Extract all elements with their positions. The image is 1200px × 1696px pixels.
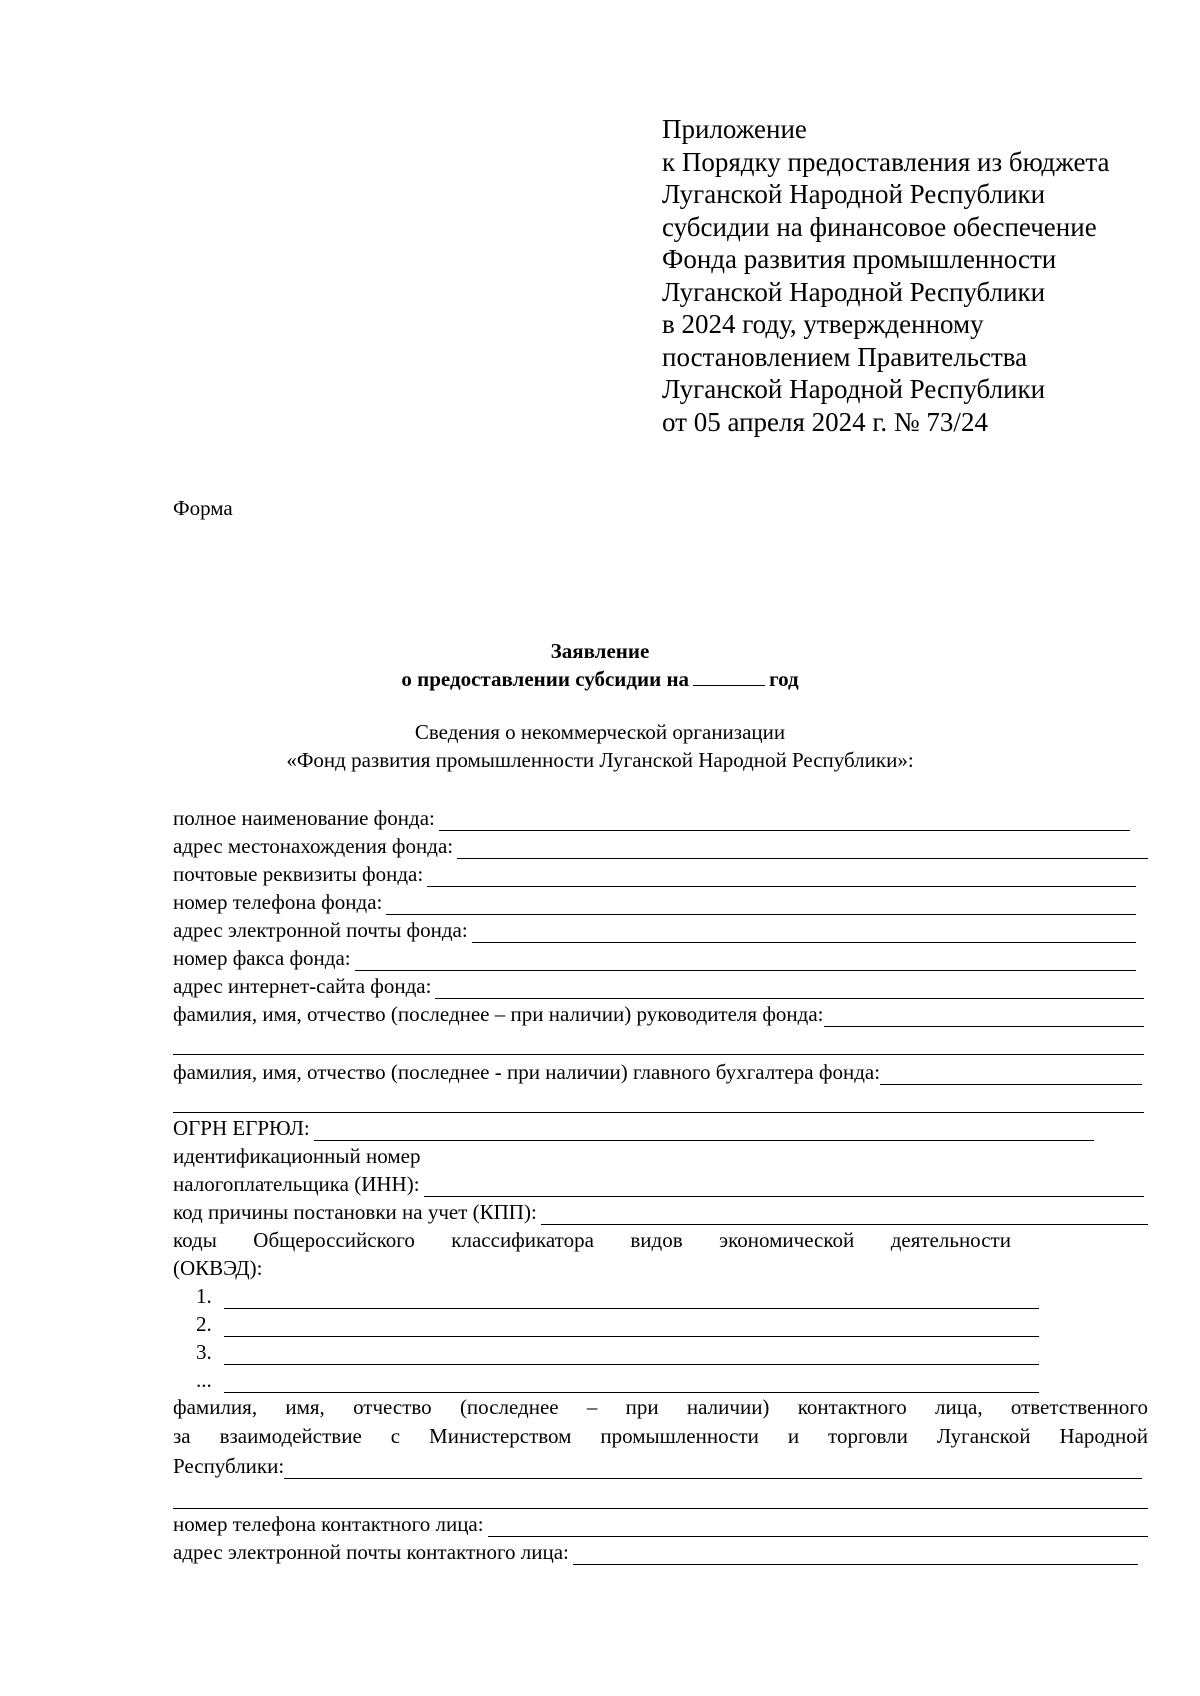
okved-word: деятельности [890, 1228, 1011, 1252]
field-label: адрес электронной почты контактного лица: [173, 1540, 569, 1564]
okved-item-more [173, 1365, 1148, 1393]
okved-word: видов [630, 1228, 683, 1252]
appendix-block [662, 113, 1182, 438]
kpp-blank[interactable] [541, 1204, 1148, 1225]
okved-item-blank[interactable] [224, 1316, 1039, 1337]
okved-item-2 [173, 1309, 1148, 1337]
field-label: ОГРН ЕГРЮЛ: [173, 1116, 310, 1140]
field-ogrn [173, 1113, 1148, 1141]
appendix-line: Приложение [662, 114, 807, 144]
field-okved-label [173, 1225, 1011, 1253]
field-label: налогоплательщика (ИНН): [173, 1172, 420, 1196]
okved-item-number: 1. [196, 1284, 212, 1308]
year-blank[interactable] [693, 665, 765, 686]
field-label: фамилия, имя, отчество (последнее - при наличии) главного бухгалтера фонда: [173, 1060, 881, 1084]
okved-word: классификатора [451, 1228, 594, 1252]
okved-item-blank[interactable] [224, 1344, 1039, 1365]
okved-item-3 [173, 1337, 1148, 1365]
field-label: Республики: [173, 1454, 285, 1478]
field-label: фамилия, имя, отчество (последнее – при наличии) руководителя фонда: [173, 1002, 824, 1026]
contact-label-line-2: за взаимодействие с Министерством промышленности и торговли Луганской Народной [173, 1424, 1148, 1448]
field-accountant-name-continued [173, 1085, 1148, 1113]
accountant-name-blank[interactable] [880, 1064, 1142, 1085]
appendix-line: постановлением Правительства [662, 341, 1028, 372]
postal-blank[interactable] [427, 866, 1136, 887]
section-heading-line-2: «Фонд развития промышленности Луганской Народной Республики»: [286, 748, 914, 772]
field-accountant-name [173, 1055, 1148, 1085]
okved-item-blank[interactable] [224, 1288, 1039, 1309]
contact-phone-blank[interactable] [488, 1516, 1148, 1537]
field-contact-phone [173, 1509, 1148, 1537]
field-website [173, 971, 1148, 999]
field-inn [173, 1169, 1148, 1197]
field-label: (ОКВЭД): [173, 1256, 263, 1280]
okved-word: коды [173, 1228, 217, 1252]
field-okved-label-2 [173, 1253, 1148, 1281]
appendix-line: в 2024 году, утвержденному [662, 309, 984, 339]
contact-email-blank[interactable] [573, 1544, 1138, 1565]
field-label: номер факса фонда: [173, 946, 351, 970]
field-label: номер телефона фонда: [173, 890, 383, 914]
appendix-line: Фонда развития промышленности [662, 244, 1057, 274]
title-line-1: Заявление [550, 639, 650, 663]
field-fax [173, 943, 1148, 971]
title-year-word: год [769, 667, 799, 691]
title-line-2-text: о предоставлении субсидии на [401, 667, 690, 691]
appendix-line: Луганской Народной Республики [662, 179, 1046, 209]
email-blank[interactable] [472, 922, 1136, 943]
form-label: Форма [173, 496, 233, 520]
head-name-blank-2[interactable] [173, 1034, 1144, 1055]
appendix-line: Луганской Народной Республики [662, 374, 1046, 404]
okved-item-number: 3. [196, 1340, 212, 1364]
appendix-line: субсидии на финансовое обеспечение [662, 211, 1097, 242]
title-line-2 [0, 665, 1200, 693]
field-email [173, 915, 1148, 943]
field-inn-label [173, 1141, 1148, 1169]
field-contact-email [173, 1537, 1148, 1565]
field-contact-name [173, 1451, 1148, 1479]
field-label: идентификационный номер [173, 1144, 421, 1168]
field-label: полное наименование фонда: [173, 806, 435, 830]
field-label: почтовые реквизиты фонда: [173, 862, 424, 886]
okved-word: экономической [719, 1228, 855, 1252]
fund-details-form [173, 803, 1148, 1565]
field-label: адрес интернет-сайта фонда: [173, 974, 432, 998]
website-blank[interactable] [435, 978, 1144, 999]
okved-word: Общероссийского [253, 1228, 415, 1252]
contact-name-blank-2[interactable] [173, 1488, 1148, 1509]
field-address [173, 831, 1148, 859]
field-head-name-continued [173, 1027, 1148, 1055]
field-label: код причины постановки на учет (КПП): [173, 1200, 537, 1224]
field-phone [173, 887, 1148, 915]
field-kpp [173, 1197, 1148, 1225]
address-blank[interactable] [457, 838, 1148, 859]
field-head-name [173, 999, 1148, 1027]
phone-blank[interactable] [386, 894, 1136, 915]
field-label: номер телефона контактного лица: [173, 1512, 484, 1536]
appendix-line: Луганской Народной Республики [662, 276, 1046, 307]
full-name-blank[interactable] [439, 810, 1130, 831]
field-full-name [173, 803, 1148, 831]
ogrn-blank[interactable] [314, 1120, 1094, 1141]
document-title [0, 637, 1200, 693]
okved-item-1 [173, 1281, 1148, 1309]
okved-item-blank[interactable] [224, 1372, 1039, 1393]
field-contact-name-continued [173, 1479, 1148, 1509]
head-name-blank[interactable] [824, 1006, 1145, 1027]
appendix-line: к Порядку предоставления из бюджета [662, 146, 1110, 177]
accountant-name-blank-2[interactable] [173, 1092, 1144, 1113]
field-label: адрес электронной почты фонда: [173, 918, 468, 942]
contact-label-line-1: фамилия, имя, отчество (последнее – при наличии) контактного лица, ответственного [173, 1395, 1148, 1419]
field-postal [173, 859, 1148, 887]
appendix-line: от 05 апреля 2024 г. № 73/24 [662, 406, 988, 437]
okved-item-number: ... [196, 1368, 212, 1392]
section-heading-line-1: Сведения о некоммерческой организации [414, 720, 786, 744]
contact-name-blank[interactable] [284, 1458, 1142, 1479]
field-label: адрес местонахождения фонда: [173, 834, 454, 858]
inn-blank[interactable] [424, 1176, 1144, 1197]
section-heading [0, 718, 1200, 774]
fax-blank[interactable] [355, 950, 1136, 971]
okved-item-number: 2. [196, 1312, 212, 1336]
